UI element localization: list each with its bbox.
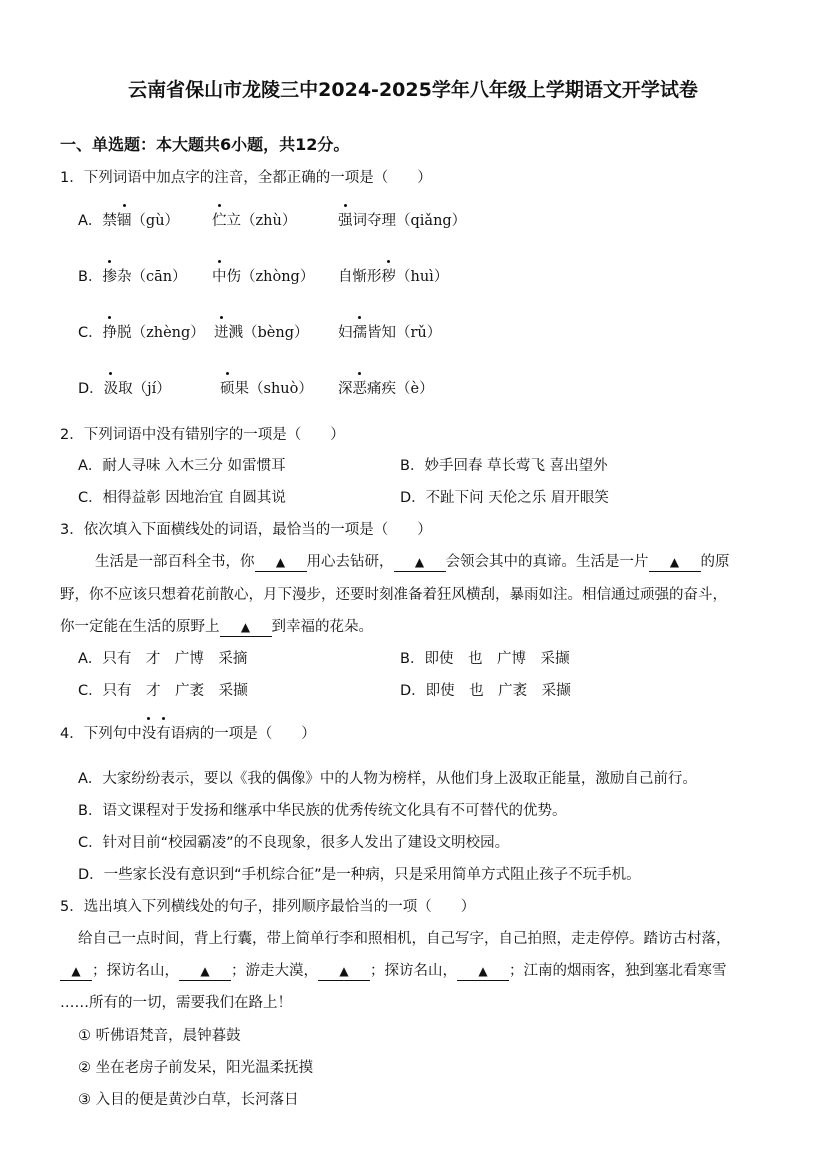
dotted-char: 中 (212, 269, 227, 285)
answer-blank: ▲ (457, 962, 509, 981)
q1-option-a: A．禁锢（gù） (78, 213, 180, 229)
dotted-char: 伫 (212, 213, 227, 229)
q1-stem: 1．下列词语中加点字的注音，全都正确的一项是（ ） (60, 170, 432, 186)
q3-passage-line2: 野，你不应该只想着花前散心，月下漫步，还要时刻准备着狂风横刮，暴雨如注。相信通过顽强的奋斗， (60, 587, 727, 603)
q1-a-word2: 伫立（zhù） (212, 213, 297, 229)
pinyin: （zhèng） (131, 325, 205, 341)
q2-option-c: C．相得益彰 因地治宜 自圆其说 (78, 490, 286, 506)
q1-option-c: C．挣脱（zhèng） (78, 325, 205, 341)
q3-passage-line3: 你一定能在生活的原野上 ▲ 到幸福的花朵。 (60, 619, 373, 635)
answer-blank: ▲ (60, 962, 92, 981)
q1-option-d: D．汲取（jí） (78, 381, 171, 397)
dotted-char: 有 (156, 726, 171, 742)
q2-option-d: D．不趾下问 天伦之乐 眉开眼笑 (400, 490, 609, 506)
pinyin: （huì） (396, 269, 449, 285)
q5-passage-line1: 给自己一点时间，背上行囊，带上简单行李和照相机，自己写字，自己拍照，走走停停。踏访古村落， (78, 931, 731, 947)
dotted-char: 掺 (102, 269, 117, 285)
q1-d-word3: 深恶痛疾（è） (338, 381, 434, 397)
dotted-char: 硕 (220, 381, 235, 397)
q2-option-a: A．耐人寻味 入木三分 如雷惯耳 (78, 458, 286, 474)
dotted-char: 迸 (214, 325, 229, 341)
option-letter: A． (78, 213, 103, 229)
pinyin: （gù） (131, 213, 180, 229)
q1-d-word2: 硕果（shuò） (220, 381, 313, 397)
q5-choice-1: ① 听佛语梵音，晨钟暮鼓 (78, 1028, 241, 1044)
answer-blank: ▲ (318, 962, 370, 981)
option-letter: B． (78, 269, 103, 285)
pinyin: （jí） (132, 381, 171, 397)
pinyin: （bèng） (243, 325, 309, 341)
q2-stem: 2．下列词语中没有错别字的一项是（ ） (60, 427, 345, 443)
dotted-char: 恶 (352, 381, 367, 397)
q4-option-a: A．大家纷纷表示，要以《我的偶像》中的人物为榜样，从他们身上汲取正能量，激励自己前行。 (78, 771, 697, 787)
pinyin: （qiǎng） (396, 213, 467, 229)
exam-title: 云南省保山市龙陵三中2024-2025学年八年级上学期语文开学试卷 (128, 79, 698, 101)
q3-option-b: B．即使 也 广博 采撷 (400, 651, 570, 667)
q1-c-word3: 妇孺皆知（rǔ） (338, 325, 442, 341)
q3-option-c: C．只有 才 广袤 采撷 (78, 683, 248, 699)
pinyin: （rǔ） (396, 325, 442, 341)
option-letter: C． (78, 325, 103, 341)
dotted-char: 孺 (352, 325, 367, 341)
q3-passage-line1: 生活是一部百科全书，你 ▲ 用心去钻研， ▲ 会领会其中的真谛。生活是一片 ▲ 的原 (95, 554, 730, 570)
answer-blank: ▲ (394, 553, 446, 572)
answer-blank: ▲ (220, 618, 272, 637)
q4-option-b: B．语文课程对于发扬和继承中华民族的优秀传统文化具有不可替代的优势。 (78, 803, 567, 819)
q1-b-word2: 中伤（zhòng） (212, 269, 315, 285)
pinyin: （cān） (131, 269, 187, 285)
section-heading: 一、单选题：本大题共6小题，共12分。 (60, 135, 350, 154)
q1-b-word3: 自惭形秽（huì） (338, 269, 449, 285)
option-letter: D． (78, 381, 104, 397)
q1-a-word3: 强词夺理（qiǎng） (338, 213, 467, 229)
q4-option-d: D．一些家长没有意识到“手机综合征”是一种病，只是采用简单方式阻止孩子不玩手机。 (78, 867, 641, 883)
dotted-char: 挣 (102, 325, 118, 341)
dotted-char: 锢 (116, 213, 132, 229)
q5-passage-line2: ▲ ；探访名山， ▲ ；游走大漠， ▲ ；探访名山， ▲ ；江南的烟雨客，独到塞北看寒雪 (60, 961, 727, 981)
dotted-char: 没 (141, 726, 157, 742)
q1-c-word2: 迸溅（bèng） (214, 325, 309, 341)
pinyin: （shuò） (249, 381, 313, 397)
answer-blank: ▲ (649, 553, 701, 572)
q5-choice-2: ② 坐在老房子前发呆，阳光温柔抚摸 (78, 1060, 314, 1076)
pinyin: （zhòng） (241, 269, 315, 285)
q5-stem: 5．选出填入下列横线处的句子，排列顺序最恰当的一项（ ） (60, 899, 476, 915)
q5-choice-3: ③ 入目的便是黄沙白草，长河落日 (78, 1092, 299, 1108)
pinyin: （è） (396, 381, 434, 397)
dotted-char: 汲 (103, 381, 119, 397)
answer-blank: ▲ (179, 962, 231, 981)
q3-option-a: A．只有 才 广博 采摘 (78, 651, 248, 667)
pinyin: （zhù） (241, 213, 297, 229)
q4-option-c: C．针对目前“校园霸凌”的不良现象，很多人发出了建设文明校园。 (78, 835, 510, 851)
q4-stem: 4．下列句中没有语病的一项是（ ） (60, 726, 316, 742)
dotted-char: 强 (338, 213, 353, 229)
dotted-char: 秽 (381, 269, 396, 285)
answer-blank: ▲ (255, 553, 307, 572)
q2-option-b: B．妙手回春 草长莺飞 喜出望外 (400, 458, 608, 474)
q5-passage-line3: ……所有的一切，需要我们在路上！ (60, 995, 292, 1011)
q3-option-d: D．即使 也 广袤 采撷 (400, 683, 571, 699)
q1-option-b: B．掺杂（cān） (78, 269, 187, 285)
q3-stem: 3．依次填入下面横线处的词语，最恰当的一项是（ ） (60, 522, 432, 538)
